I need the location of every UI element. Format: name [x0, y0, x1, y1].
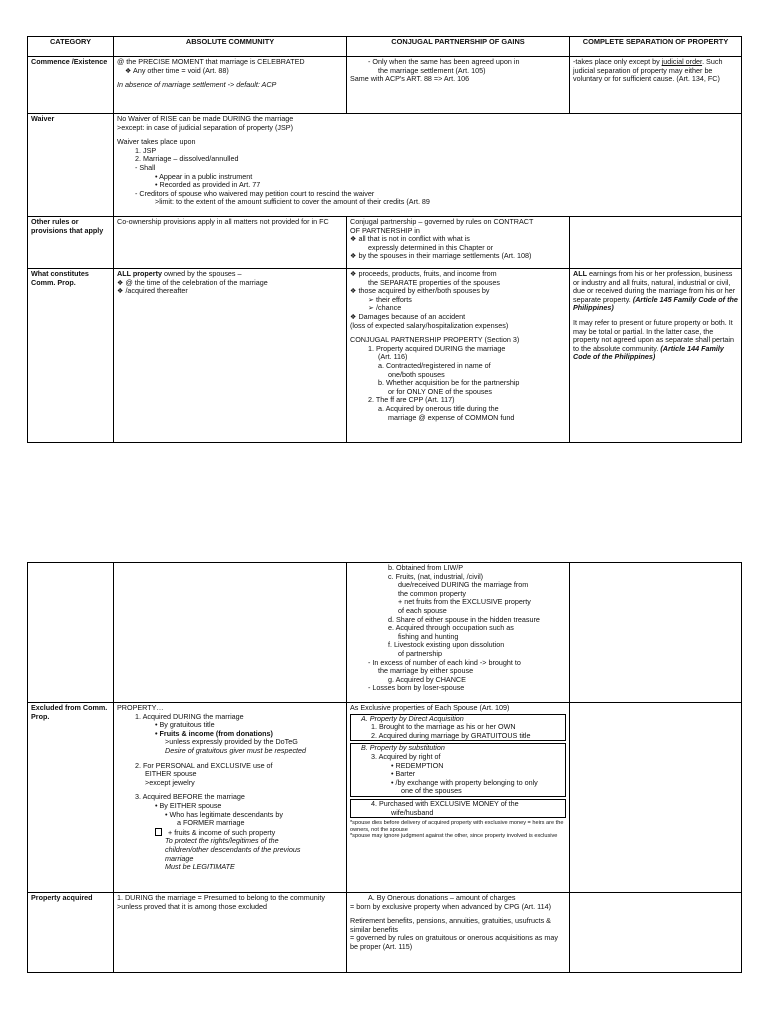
text-line: • Appear in a public instrument — [155, 171, 253, 181]
text-line: >except: in case of judicial separation of property (JSP) — [117, 122, 293, 132]
text-line: Conjugal partnership – governed by rules on CONTRACT — [350, 217, 534, 226]
text-line: • By EITHER spouse — [155, 800, 222, 810]
text-line: d. Share of either spouse in the hidden treasure — [388, 614, 540, 624]
text-line: A. By Onerous donations – amount of charges — [368, 893, 516, 902]
category-property-acquired: Property acquired — [28, 893, 114, 973]
header-row — [28, 37, 742, 57]
text-line: >unless proved that it is among those excluded — [117, 901, 268, 911]
text-line: - Creditors of spouse who waivered may petition court to rescind the waiver — [135, 188, 375, 198]
text-line: a FORMER marriage — [177, 818, 245, 828]
text-line: • REDEMPTION — [391, 760, 444, 770]
page-1 — [27, 36, 741, 444]
text-line: ❖ all that is not in conflict with what is — [350, 234, 470, 244]
text-line: • Fruits & income (from donations) — [155, 728, 273, 738]
text-line: the marriage by either spouse — [378, 666, 474, 676]
text-line: - In excess of number of each kind -> brought to — [368, 657, 521, 667]
cell-excluded-separation — [570, 703, 742, 893]
category-commence: Commence /Existence — [28, 57, 114, 114]
text-line: of each spouse — [398, 605, 447, 615]
text-line: 1. Acquired DURING the marriage — [135, 711, 244, 721]
text-line: or for ONLY ONE of the spouses — [388, 386, 492, 396]
cell-constitutes-conjugal — [347, 269, 570, 443]
category-excluded: Excluded from Comm. Prop. — [28, 703, 114, 893]
all-property-text: ALL property — [117, 269, 162, 278]
text-line: Desire of gratuitous giver must be respected — [165, 745, 307, 755]
text-line: expressly determined in this Chapter or — [368, 242, 494, 252]
text-line: - Shall — [135, 162, 156, 172]
article-ref: (Article 145 Family Code of the Philippines) — [573, 294, 738, 313]
cell-excluded-absolute — [114, 703, 347, 893]
text-line: 2. Acquired during marriage by GRATUITOUS title — [371, 730, 531, 740]
row-constitutes — [28, 269, 742, 443]
cell-commence-separation — [570, 57, 742, 114]
row-continuation — [28, 563, 742, 703]
category-other-rules: Other rules or provisions that apply — [28, 217, 114, 269]
cell-cont-absolute — [114, 563, 347, 703]
text-line: one/both spouses — [388, 369, 445, 379]
all-text: ALL — [573, 269, 587, 278]
cell-cont-separation — [570, 563, 742, 703]
category-waiver: Waiver — [28, 114, 114, 217]
text-line: ➢ their efforts — [368, 294, 412, 304]
text-line: -takes place only except by — [573, 57, 662, 66]
text-line: CONJUGAL PARTNERSHIP PROPERTY (Section 3) — [350, 335, 520, 345]
direct-acquisition-box — [350, 714, 566, 742]
property-regimes-table-2 — [27, 562, 742, 973]
text-line: of partnership — [398, 648, 442, 658]
text-line: - Only when the same has been agreed upon in — [368, 57, 520, 66]
text-line: e. Acquired through occupation such as — [388, 623, 514, 633]
row-commence — [28, 57, 742, 114]
text-line: a. Acquired by onerous title during the — [378, 403, 499, 413]
text-line: To protect the rights/legitimes of the — [165, 836, 279, 846]
text-line: @ the PRECISE MOMENT that marriage is CELEBRATED — [117, 57, 305, 66]
text-line: 1. Brought to the marriage as his or her OWN — [371, 722, 516, 732]
text-line: f. Livestock existing upon dissolution — [388, 640, 505, 650]
text-line: ❖ proceeds, products, fruits, and income from — [350, 269, 497, 278]
text-line: Same with ACP's ART. 88 => Art. 106 — [350, 74, 470, 84]
text-span: + fruits & income of such property — [168, 827, 276, 837]
text-line: 3. Acquired by right of — [371, 751, 441, 761]
cell-acquired-conjugal — [347, 893, 570, 973]
text-line: marriage — [165, 853, 194, 863]
text-line: children/other descendants of the previous — [165, 844, 301, 854]
box-glyph-icon — [155, 828, 162, 836]
category-constitutes: What constitutes Comm. Prop. — [28, 269, 114, 443]
text-line: + net fruits from the EXCLUSIVE property — [398, 597, 531, 607]
text-line: 3. Acquired BEFORE the marriage — [135, 792, 245, 802]
text-line: - Losses born by loser-spouse — [368, 683, 465, 693]
text-line: >limit: to the extent of the amount sufficient to cover the amount of their credits (Art. 89 — [155, 197, 430, 207]
header-separation: COMPLETE SEPARATION OF PROPERTY — [570, 37, 742, 57]
text-line: Retirement benefits, pensions, annuities, gratuities, usufructs & similar benefits — [350, 916, 551, 934]
text-line: • Recorded as provided in Art. 77 — [155, 180, 261, 190]
text-line: . Such judicial separation of property may either be voluntary or for sufficient cause. (Art. 134, FC) — [573, 57, 723, 84]
footnote: *spouse dies before delivery of acquired property with exclusive money = heirs are the owners, not the spouse — [350, 820, 564, 833]
text-line: Waiver takes place upon — [117, 137, 196, 147]
text-line: fishing and hunting — [398, 631, 459, 641]
header-conjugal: CONJUGAL PARTNERSHIP OF GAINS — [347, 37, 570, 57]
property-regimes-table-1 — [27, 36, 742, 443]
text-line: No Waiver of RISE can be made DURING the marriage — [117, 114, 294, 123]
text-line: g. Acquired by CHANCE — [388, 674, 466, 684]
text-line: ❖ by the spouses in their marriage settlements (Art. 108) — [350, 251, 532, 261]
text-line: >except jewelry — [145, 777, 195, 787]
text-line: • Who has legitimate descendants by — [165, 809, 283, 819]
header-absolute: ABSOLUTE COMMUNITY — [114, 37, 347, 57]
row-waiver — [28, 114, 742, 217]
text-line: EITHER spouse — [145, 769, 197, 779]
text-line: B. Property by substitution — [361, 743, 445, 753]
text-line: marriage @ expense of COMMON fund — [388, 412, 515, 422]
substitution-box — [350, 743, 566, 797]
text-line: the marriage settlement (Art. 105) — [378, 65, 486, 75]
cell-waiver — [114, 114, 742, 217]
text-line: OF PARTNERSHIP in — [350, 225, 420, 235]
header-category: CATEGORY — [28, 37, 114, 57]
cell-other-conjugal — [347, 217, 570, 269]
text-line: A. Property by Direct Acquisition — [361, 713, 464, 723]
cell-cont-category — [28, 563, 114, 703]
text-line: >unless expressly provided by the DoTeG — [165, 737, 298, 747]
text-line: a. Contracted/registered in name of — [378, 360, 491, 370]
text-line: one of the spouses — [401, 786, 462, 796]
article-ref: (Article 144 Family Code of the Philippines) — [573, 343, 724, 362]
judicial-order-text: judicial order — [661, 57, 703, 66]
text-line: due/received DURING the marriage from — [398, 580, 529, 590]
cell-constitutes-absolute — [114, 269, 347, 443]
text-line: ❖ /acquired thereafter — [117, 286, 188, 296]
text-span: It may refer to present or future property or both. It may be total or partial. In the latter case, the property not agreed upon as separate shall pertain to the absolute community. — [573, 317, 735, 353]
text-line: • Barter — [391, 769, 416, 779]
text-line: 1. Property acquired DURING the marriage — [368, 343, 506, 353]
exclusive-money-box — [350, 799, 566, 818]
cell-acquired-separation — [570, 893, 742, 973]
text-line: Must be LEGITIMATE — [165, 862, 235, 872]
text-line: 2. For PERSONAL and EXCLUSIVE use of — [135, 760, 273, 770]
footnote: *spouse may ignore judgment against the other, since property involved is exclusive — [350, 833, 558, 840]
text-line: 2. Marriage – dissolved/annulled — [135, 154, 239, 164]
text-line: 1. JSP — [135, 145, 157, 155]
cell-constitutes-separation — [570, 269, 742, 443]
text-line: 1. DURING the marriage = Presumed to belong to the community — [117, 893, 325, 902]
row-property-acquired — [28, 893, 742, 973]
row-excluded — [28, 703, 742, 893]
text-line — [573, 270, 738, 313]
page-2 — [27, 562, 741, 974]
text-line — [573, 319, 738, 362]
cell-other-absolute: Co-ownership provisions apply in all matters not provided for in FC — [114, 217, 347, 269]
text-span: earnings from his or her profession, business or industry and all fruits, natural, industrial or civil, due or received during the marriage from his or her separate property. — [573, 269, 736, 304]
text-line: ❖ those acquired by either/both spouses by — [350, 286, 490, 296]
text-line: = born by exclusive property when advanced by CPG (Art. 114) — [350, 901, 552, 911]
cell-other-separation — [570, 217, 742, 269]
cell-excluded-conjugal — [347, 703, 570, 893]
text-line: 2. The ff are CPP (Art. 117) — [368, 395, 455, 405]
cell-acquired-absolute — [114, 893, 347, 973]
text-span: owned by the spouses – — [162, 269, 242, 278]
text-line: the common property — [398, 588, 466, 598]
text-line: wife/husband — [391, 807, 434, 817]
text-line: As Exclusive properties of Each Spouse (Art. 109) — [350, 703, 510, 712]
text-line: 4. Purchased with EXCLUSIVE MONEY of the — [371, 798, 519, 808]
text-line: c. Fruits, (nat, industrial, /civil) — [388, 571, 484, 581]
cell-commence-absolute — [114, 57, 347, 114]
cell-cont-conjugal — [347, 563, 570, 703]
text-line: = governed by rules on gratuitous or onerous acquisitions as may be proper (Art. 115) — [350, 933, 558, 951]
cell-commence-conjugal — [347, 57, 570, 114]
row-other-rules — [28, 217, 742, 269]
text-line: ❖ Any other time = void (Art. 88) — [125, 65, 229, 75]
text-line: ❖ Damages because of an accident — [350, 311, 466, 321]
text-line: b. Whether acquisition be for the partnership — [378, 378, 520, 388]
text-line: ➢ /chance — [368, 303, 402, 313]
text-line: • By gratuitous title — [155, 720, 215, 730]
text-line: (loss of expected salary/hospitalization expenses) — [350, 320, 509, 330]
text-line: the SEPARATE properties of the spouses — [368, 277, 500, 287]
text-line: PROPERTY… — [117, 703, 164, 712]
text-line: ❖ @ the time of the celebration of the marriage — [117, 277, 268, 287]
text-line: In absence of marriage settlement -> default: ACP — [117, 80, 277, 90]
text-line: (Art. 116) — [378, 352, 408, 362]
text-line: b. Obtained from LIW/P — [388, 563, 464, 572]
text-line: • /by exchange with property belonging to only — [391, 777, 538, 787]
